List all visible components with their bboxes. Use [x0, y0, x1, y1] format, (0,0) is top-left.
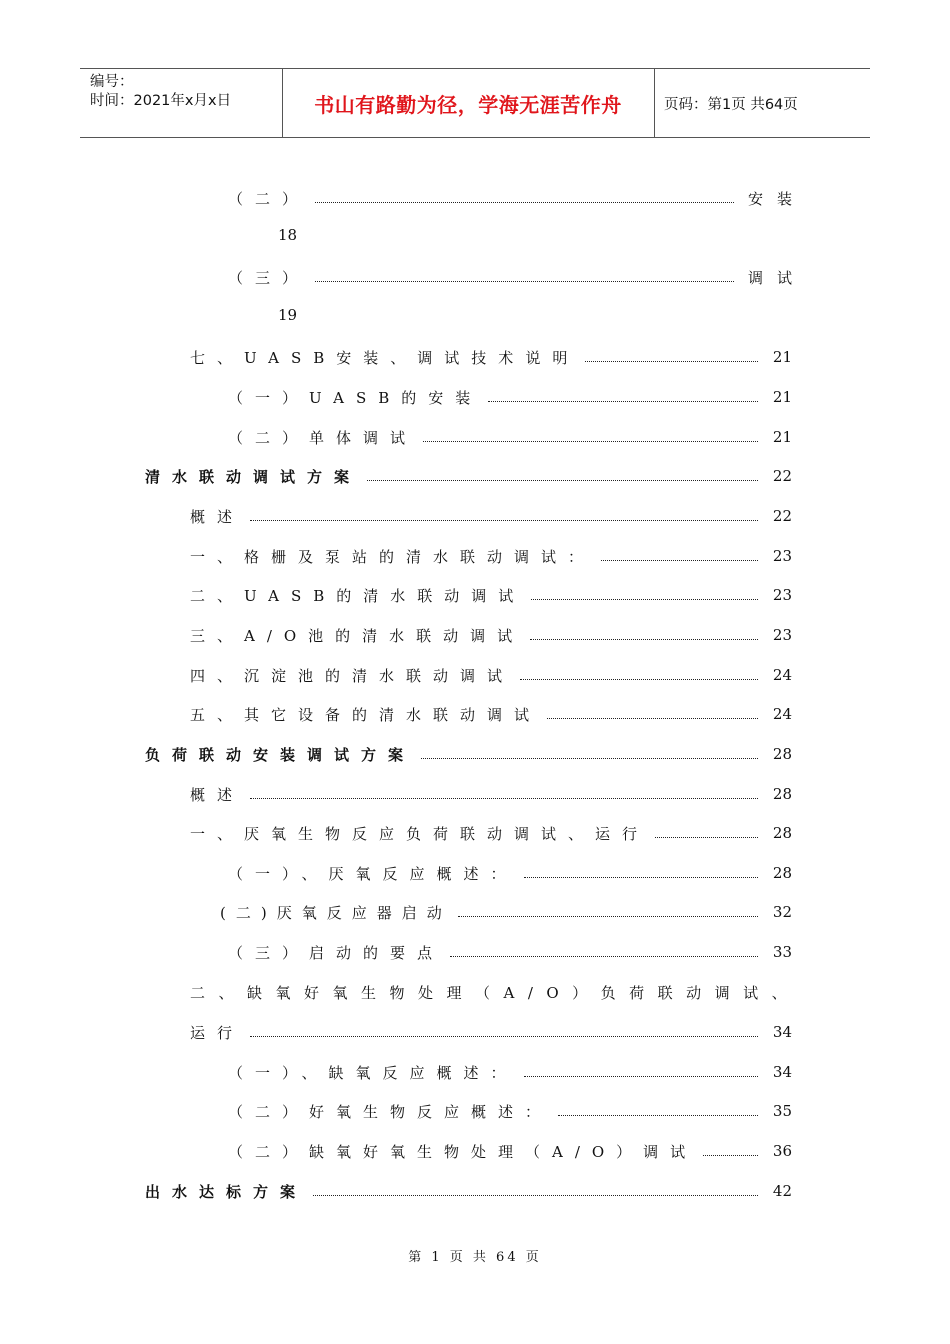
toc-leader: [458, 916, 758, 917]
toc-leader: [313, 1195, 758, 1196]
toc-entry[interactable]: [145, 742, 792, 766]
toc-leader: [450, 956, 758, 957]
toc-page-number: 19: [278, 306, 298, 324]
toc-entry-title: 三、A/O池的清水联动调试: [190, 626, 525, 645]
page-header: [80, 68, 870, 138]
toc-leader: [547, 718, 758, 719]
toc-entry[interactable]: [190, 623, 792, 647]
toc-entry[interactable]: [190, 504, 792, 528]
toc-entry-page: 调试: [747, 268, 806, 287]
toc-entry-page: 24: [772, 666, 792, 684]
toc-entry-title: 一、格栅及泵站的清水联动调试：: [190, 547, 596, 566]
toc-entry-page: 32: [772, 903, 792, 921]
toc-entry[interactable]: [228, 186, 806, 210]
toc-entry-title: （二）缺氧好氧生物处理（A/O）调试: [228, 1142, 698, 1161]
toc-entry-title: 清水联动调试方案: [145, 467, 362, 486]
toc-entry-title: （三）: [228, 268, 310, 287]
toc-entry[interactable]: [228, 265, 806, 289]
toc-entry-page: 34: [772, 1023, 792, 1041]
toc-leader: [520, 679, 758, 680]
toc-entry[interactable]: [190, 345, 792, 369]
page-footer: 第 1 页 共 64 页: [408, 1250, 542, 1265]
toc-entry[interactable]: [220, 900, 792, 924]
toc-leader: [315, 281, 734, 282]
toc-entry-page: 42: [772, 1182, 792, 1200]
toc-leader: [250, 1036, 758, 1037]
toc-entry[interactable]: [228, 1139, 792, 1163]
toc-entry-title: 二、缺氧好氧生物处理（A/O）负荷联动调试、: [190, 983, 801, 1002]
toc-leader: [601, 560, 758, 561]
header-divider: [654, 69, 655, 137]
toc-entry[interactable]: [228, 385, 792, 409]
toc-entry-title: 四、沉淀池的清水联动调试: [190, 666, 515, 685]
toc-leader: [367, 480, 758, 481]
toc-entry[interactable]: [228, 1060, 792, 1084]
serial-number-label: 编号：: [90, 74, 134, 90]
toc-entry-title: （三）启动的要点: [228, 943, 445, 962]
toc-entry-title: 七、UASB安装、调试技术说明: [190, 348, 580, 367]
toc-entry-title: 运行: [190, 1023, 245, 1042]
toc-entry-page: 安装: [747, 189, 806, 208]
toc-entry-title: 概述: [190, 785, 245, 804]
toc-leader: [421, 758, 758, 759]
toc-entry-page: 23: [772, 626, 792, 644]
toc-entry-title: （二）好氧生物反应概述：: [228, 1102, 553, 1121]
header-meta: [90, 73, 231, 111]
toc-entry-title: 负荷联动安装调试方案: [145, 745, 416, 764]
toc-entry-page: 34: [772, 1063, 792, 1081]
toc-entry-title: 概述: [190, 507, 245, 526]
header-motto: 书山有路勤为径，学海无涯苦作舟: [314, 92, 622, 117]
date-label: 时间：2021年x月x日: [90, 93, 232, 109]
toc-entry[interactable]: [228, 425, 792, 449]
toc-entry-title: （一）、厌氧反应概述：: [228, 864, 518, 883]
toc-entry-title: （二）: [228, 189, 310, 208]
toc-leader: [655, 837, 758, 838]
toc-entry-title: （一）、缺氧反应概述：: [228, 1063, 518, 1082]
toc-entry-title: 出水达标方案: [145, 1182, 308, 1201]
toc-entry[interactable]: [228, 861, 792, 885]
toc-leader: [524, 877, 758, 878]
toc-entry[interactable]: [190, 702, 792, 726]
toc-entry-page: 22: [772, 507, 792, 525]
toc-entry[interactable]: [190, 782, 792, 806]
header-page-info: 页码：第1页 共64页: [664, 96, 798, 113]
toc-entry-page: 21: [772, 388, 792, 406]
toc-entry-page: 23: [772, 547, 792, 565]
toc-entry-page: 24: [772, 705, 792, 723]
toc-leader: [524, 1076, 758, 1077]
toc-leader: [585, 361, 758, 362]
toc-entry[interactable]: [190, 583, 792, 607]
toc-entry-page: 28: [772, 824, 792, 842]
toc-leader: [488, 401, 758, 402]
toc-entry-page: 21: [772, 348, 792, 366]
toc-leader: [315, 202, 734, 203]
toc-entry-page: 28: [772, 785, 792, 803]
toc-entry-title: （一）UASB的安装: [228, 388, 483, 407]
toc-entry-page: 21: [772, 428, 792, 446]
toc-entry-page: 22: [772, 467, 792, 485]
toc-entry[interactable]: [145, 464, 792, 488]
toc-entry-page: 23: [772, 586, 792, 604]
toc-leader: [423, 441, 758, 442]
toc-entry-title: 五、其它设备的清水联动调试: [190, 705, 542, 724]
toc-leader: [250, 798, 758, 799]
toc-entry-page: 28: [772, 745, 792, 763]
toc-entry[interactable]: [190, 1020, 792, 1044]
toc-entry-page: 33: [772, 943, 792, 961]
toc-leader: [250, 520, 758, 521]
toc-entry[interactable]: [228, 940, 792, 964]
toc-page-number: 18: [278, 226, 298, 244]
toc-leader: [531, 599, 758, 600]
toc-entry-page: 36: [772, 1142, 792, 1160]
toc-entry-title: (二)厌氧反应器启动: [220, 903, 452, 922]
toc-leader: [558, 1115, 758, 1116]
toc-entry-title: （二）单体调试: [228, 428, 418, 447]
toc-leader: [530, 639, 758, 640]
toc-entry-title: 二、UASB的清水联动调试: [190, 586, 526, 605]
toc-entry-page: 35: [772, 1102, 792, 1120]
toc-entry-title: 一、厌氧生物反应负荷联动调试、运行: [190, 824, 650, 843]
toc-entry[interactable]: [190, 544, 792, 568]
toc-entry[interactable]: [228, 1099, 792, 1123]
toc-entry[interactable]: [190, 821, 792, 845]
toc-entry-page: 28: [772, 864, 792, 882]
toc-entry[interactable]: [190, 980, 801, 1004]
toc-entry[interactable]: [145, 1179, 792, 1203]
toc-entry[interactable]: [190, 663, 792, 687]
toc-leader: [703, 1155, 758, 1156]
